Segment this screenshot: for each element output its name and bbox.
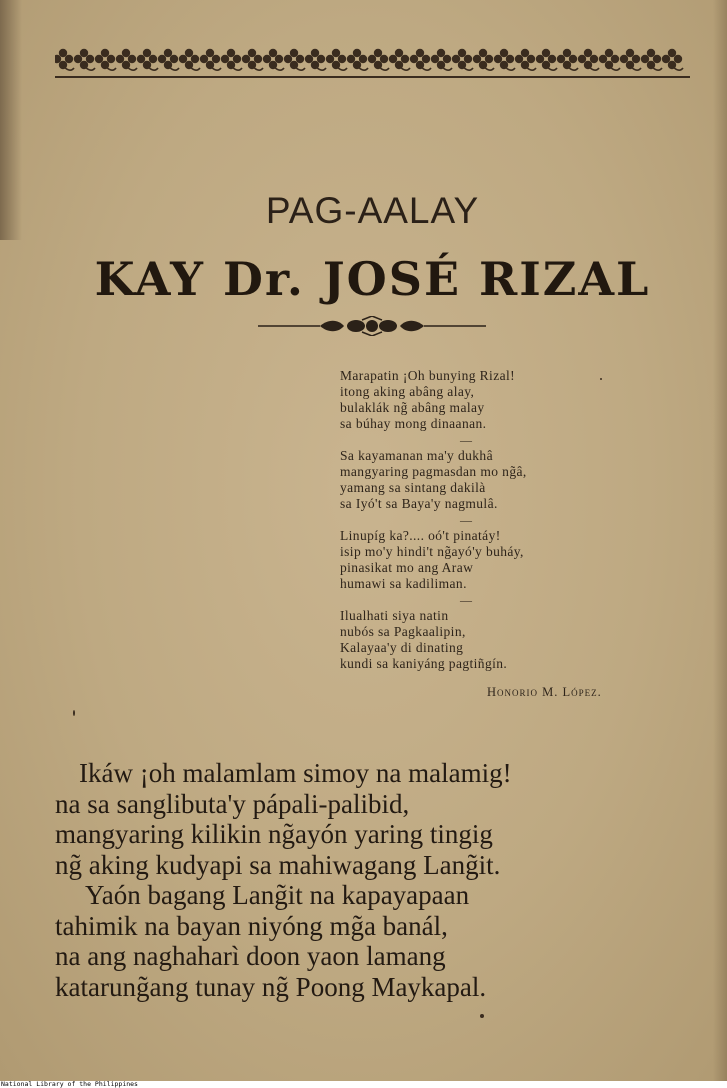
stanza-separator: — (460, 593, 473, 607)
poem-line: kundi sa kaniyáng pagtiñgín. (340, 656, 508, 671)
poem-line: na ang naghaharì doon yaon lamang (55, 941, 446, 971)
poem-line: Linupíg ka?.... oó't pinatáy! (340, 528, 501, 543)
ink-speck (480, 1014, 484, 1018)
poem-line: bulaklák ng̃ abâng malay (340, 400, 485, 415)
border-flower (599, 49, 620, 70)
poem-line: ng̃ aking kudyapi sa mahiwagang Lang̃it. (55, 849, 501, 880)
ink-speck (73, 710, 75, 716)
border-flower (536, 49, 557, 70)
ink-speck (600, 378, 602, 380)
footer-credit: National Library of the Philippines (1, 1080, 138, 1088)
border-flower (494, 49, 515, 70)
poem-line: katarung̃ang tunay ng̃ Poong Maykapal. (55, 971, 487, 1002)
border-flower (431, 49, 452, 70)
poem-line: tahimik na bayan niyóng mg̃a banál, (55, 910, 448, 941)
border-flower (221, 49, 242, 70)
border-flower (137, 49, 158, 70)
floral-border-ornament (55, 44, 690, 78)
poem-line: Marapatin ¡Oh bunying Rizal! (340, 368, 516, 383)
border-flower (410, 49, 431, 70)
stanza-separator: — (460, 513, 473, 527)
border-flower (200, 49, 221, 70)
border-flower (473, 49, 494, 70)
poem-line: sa Iyó't sa Baya'y nagmulâ. (340, 496, 498, 511)
poem-line: Sa kayamanan ma'y dukhâ (340, 448, 493, 463)
border-flower (515, 49, 536, 70)
poem-line: na sa sanglibuta'y pápali-palibid, (55, 788, 410, 819)
border-flower (305, 49, 326, 70)
poem-line: yamang sa sintang dakilà (340, 480, 486, 495)
poem-line: Kalayaa'y di dinating (340, 640, 464, 655)
border-flower (284, 49, 305, 70)
border-flower (263, 49, 284, 70)
main-poem (55, 758, 695, 1002)
stanza (340, 528, 640, 592)
stanza (340, 448, 640, 512)
poem-line: Ilualhati siya natin (340, 608, 449, 623)
border-flower (179, 49, 200, 70)
poem-line: nubós sa Pagkaalipin, (340, 624, 466, 639)
border-flower (347, 49, 368, 70)
stanza-separator: — (460, 433, 473, 447)
border-flower (326, 49, 347, 70)
poem-line: itong aking abâng alay, (340, 384, 475, 399)
border-flower (620, 49, 641, 70)
border-flower (389, 49, 410, 70)
poem-line: mangyaring pagmasdan mo ng̃â, (340, 464, 527, 479)
border-flower (641, 49, 662, 70)
dedication-poem (340, 368, 640, 672)
stanza (340, 608, 640, 672)
poem-line: mangyaring kilikin ng̃ayón yaring tingig (55, 819, 493, 849)
border-flower (557, 49, 578, 70)
page-edge-shadow (713, 0, 727, 1081)
border-flower (95, 49, 116, 70)
border-flower (74, 49, 95, 70)
poem-line: humawi sa kadiliman. (340, 576, 467, 591)
poem-line: pinasikat mo ang Araw (340, 560, 474, 575)
poem-line: isip mo'y hindi't ng̃ayó'y buháy, (340, 544, 524, 559)
border-flower (242, 49, 263, 70)
border-flower (578, 49, 599, 70)
border-flower (116, 49, 137, 70)
poem-line: Yaón bagang Lang̃it na kapayapaan (85, 880, 470, 910)
border-flower (662, 49, 683, 70)
title-ornament (258, 316, 486, 336)
poem-line: Ikáw ¡oh malamlam simoy na malamig! (79, 758, 512, 788)
border-flower (452, 49, 473, 70)
stanza (340, 368, 640, 432)
border-flower (55, 49, 74, 70)
border-flower (158, 49, 179, 70)
border-flower (368, 49, 389, 70)
border-rule (55, 76, 690, 78)
page-subtitle: KAY Dr. JOSÉ RIZAL (94, 252, 651, 306)
page-title: PAG-AALAY (265, 190, 480, 231)
poem-line: sa búhay mong dinaanan. (340, 416, 487, 431)
poem-author: Honorio M. López. (487, 685, 602, 699)
